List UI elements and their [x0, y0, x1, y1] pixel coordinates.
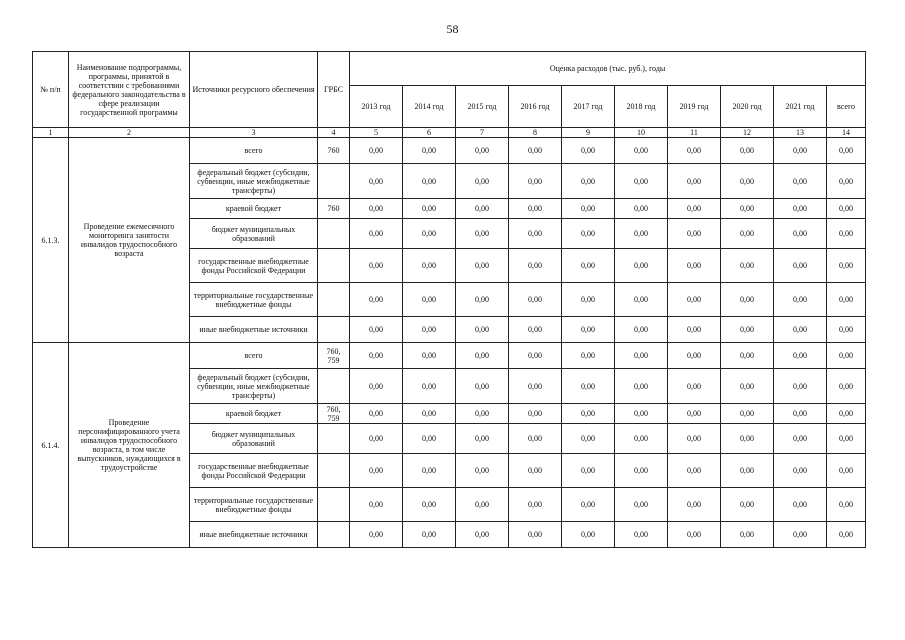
value-cell: 0,00 — [562, 317, 615, 343]
value-cell: 0,00 — [562, 199, 615, 219]
value-cell: 0,00 — [509, 199, 562, 219]
value-cell: 0,00 — [615, 369, 668, 404]
value-cell: 0,00 — [350, 369, 403, 404]
header-sources: Источники ресурсного обеспечения — [190, 52, 318, 128]
value-cell: 0,00 — [456, 283, 509, 317]
value-cell: 0,00 — [827, 164, 866, 199]
value-cell: 0,00 — [562, 522, 615, 548]
value-cell: 0,00 — [456, 164, 509, 199]
value-cell: 0,00 — [774, 404, 827, 424]
value-cell: 0,00 — [827, 454, 866, 488]
grbs-cell: 760, 759 — [318, 404, 350, 424]
value-cell: 0,00 — [456, 343, 509, 369]
value-cell: 0,00 — [509, 522, 562, 548]
column-number: 5 — [350, 128, 403, 138]
source-cell: краевой бюджет — [190, 404, 318, 424]
column-number: 1 — [33, 128, 69, 138]
value-cell: 0,00 — [350, 164, 403, 199]
column-number: 3 — [190, 128, 318, 138]
value-cell: 0,00 — [774, 283, 827, 317]
value-cell: 0,00 — [615, 317, 668, 343]
value-cell: 0,00 — [615, 454, 668, 488]
value-cell: 0,00 — [721, 454, 774, 488]
value-cell: 0,00 — [509, 138, 562, 164]
value-cell: 0,00 — [615, 199, 668, 219]
value-cell: 0,00 — [668, 522, 721, 548]
value-cell: 0,00 — [668, 249, 721, 283]
value-cell: 0,00 — [350, 283, 403, 317]
value-cell: 0,00 — [668, 454, 721, 488]
column-number: 4 — [318, 128, 350, 138]
value-cell: 0,00 — [403, 199, 456, 219]
value-cell: 0,00 — [774, 219, 827, 249]
value-cell: 0,00 — [509, 249, 562, 283]
value-cell: 0,00 — [615, 283, 668, 317]
value-cell: 0,00 — [668, 404, 721, 424]
value-cell: 0,00 — [350, 138, 403, 164]
value-cell: 0,00 — [456, 424, 509, 454]
section-name: Проведение персонифицированного учета инвалидов трудоспособного возраста, в том числе выпускников, нуждающихся в трудоустройстве — [69, 343, 190, 548]
header-grbs: ГРБС — [318, 52, 350, 128]
value-cell: 0,00 — [668, 343, 721, 369]
column-number: 6 — [403, 128, 456, 138]
value-cell: 0,00 — [827, 138, 866, 164]
column-number: 12 — [721, 128, 774, 138]
value-cell: 0,00 — [456, 404, 509, 424]
value-cell: 0,00 — [403, 138, 456, 164]
value-cell: 0,00 — [827, 219, 866, 249]
header-year: 2014 год — [403, 86, 456, 128]
column-number: 13 — [774, 128, 827, 138]
value-cell: 0,00 — [509, 369, 562, 404]
value-cell: 0,00 — [562, 424, 615, 454]
value-cell: 0,00 — [350, 454, 403, 488]
value-cell: 0,00 — [721, 369, 774, 404]
header-year: 2017 год — [562, 86, 615, 128]
grbs-cell: 760 — [318, 138, 350, 164]
source-cell: всего — [190, 343, 318, 369]
value-cell: 0,00 — [403, 343, 456, 369]
value-cell: 0,00 — [774, 138, 827, 164]
value-cell: 0,00 — [774, 369, 827, 404]
value-cell: 0,00 — [827, 317, 866, 343]
value-cell: 0,00 — [350, 522, 403, 548]
value-cell: 0,00 — [668, 488, 721, 522]
value-cell: 0,00 — [615, 343, 668, 369]
section-code: 6.1.4. — [33, 343, 69, 548]
grbs-cell — [318, 454, 350, 488]
value-cell: 0,00 — [456, 369, 509, 404]
value-cell: 0,00 — [668, 317, 721, 343]
value-cell: 0,00 — [827, 424, 866, 454]
value-cell: 0,00 — [721, 164, 774, 199]
value-cell: 0,00 — [562, 454, 615, 488]
grbs-cell: 760 — [318, 199, 350, 219]
grbs-cell: 760, 759 — [318, 343, 350, 369]
value-cell: 0,00 — [827, 283, 866, 317]
value-cell: 0,00 — [668, 424, 721, 454]
value-cell: 0,00 — [509, 219, 562, 249]
value-cell: 0,00 — [774, 343, 827, 369]
value-cell: 0,00 — [774, 317, 827, 343]
value-cell: 0,00 — [509, 283, 562, 317]
column-number: 8 — [509, 128, 562, 138]
source-cell: краевой бюджет — [190, 199, 318, 219]
value-cell: 0,00 — [509, 424, 562, 454]
value-cell: 0,00 — [774, 164, 827, 199]
value-cell: 0,00 — [509, 317, 562, 343]
value-cell: 0,00 — [403, 488, 456, 522]
value-cell: 0,00 — [562, 404, 615, 424]
value-cell: 0,00 — [562, 219, 615, 249]
value-cell: 0,00 — [721, 249, 774, 283]
source-cell: государственные внебюджетные фонды Российской Федерации — [190, 249, 318, 283]
column-number: 11 — [668, 128, 721, 138]
value-cell: 0,00 — [721, 404, 774, 424]
header-year: 2021 год — [774, 86, 827, 128]
value-cell: 0,00 — [615, 219, 668, 249]
value-cell: 0,00 — [615, 488, 668, 522]
value-cell: 0,00 — [774, 454, 827, 488]
value-cell: 0,00 — [403, 283, 456, 317]
table-row — [33, 343, 866, 369]
source-cell: всего — [190, 138, 318, 164]
value-cell: 0,00 — [509, 454, 562, 488]
value-cell: 0,00 — [615, 138, 668, 164]
value-cell: 0,00 — [509, 404, 562, 424]
source-cell: бюджет муниципальных образований — [190, 424, 318, 454]
section-code: 6.1.3. — [33, 138, 69, 343]
header-year: 2013 год — [350, 86, 403, 128]
budget-table — [32, 51, 866, 548]
source-cell: бюджет муниципальных образований — [190, 219, 318, 249]
value-cell: 0,00 — [668, 369, 721, 404]
value-cell: 0,00 — [774, 424, 827, 454]
value-cell: 0,00 — [774, 249, 827, 283]
value-cell: 0,00 — [615, 522, 668, 548]
column-number: 10 — [615, 128, 668, 138]
header-year: 2019 год — [668, 86, 721, 128]
value-cell: 0,00 — [456, 249, 509, 283]
value-cell: 0,00 — [350, 249, 403, 283]
section-name: Проведение ежемесячного мониторинга занятости инвалидов трудоспособного возраста — [69, 138, 190, 343]
value-cell: 0,00 — [827, 369, 866, 404]
value-cell: 0,00 — [456, 138, 509, 164]
value-cell: 0,00 — [721, 343, 774, 369]
value-cell: 0,00 — [456, 317, 509, 343]
value-cell: 0,00 — [456, 454, 509, 488]
value-cell: 0,00 — [403, 317, 456, 343]
value-cell: 0,00 — [721, 522, 774, 548]
value-cell: 0,00 — [403, 424, 456, 454]
value-cell: 0,00 — [509, 343, 562, 369]
grbs-cell — [318, 219, 350, 249]
value-cell: 0,00 — [774, 199, 827, 219]
value-cell: 0,00 — [350, 317, 403, 343]
value-cell: 0,00 — [456, 219, 509, 249]
grbs-cell — [318, 488, 350, 522]
grbs-cell — [318, 522, 350, 548]
header-year: 2015 год — [456, 86, 509, 128]
source-cell: территориальные государственные внебюджетные фонды — [190, 488, 318, 522]
value-cell: 0,00 — [350, 219, 403, 249]
value-cell: 0,00 — [403, 164, 456, 199]
value-cell: 0,00 — [403, 219, 456, 249]
value-cell: 0,00 — [562, 164, 615, 199]
source-cell: иные внебюджетные источники — [190, 317, 318, 343]
value-cell: 0,00 — [721, 317, 774, 343]
header-estimate: Оценка расходов (тыс. руб.), годы — [350, 52, 866, 86]
grbs-cell — [318, 249, 350, 283]
value-cell: 0,00 — [562, 138, 615, 164]
column-number: 9 — [562, 128, 615, 138]
value-cell: 0,00 — [827, 343, 866, 369]
table-row — [33, 138, 866, 164]
value-cell: 0,00 — [721, 283, 774, 317]
source-cell: федеральный бюджет (субсидии, субвенции, иные межбюджетные трансферты) — [190, 164, 318, 199]
header-name: Наименование подпрограммы, программы, принятой в соответствии с требованиями федерального законодательства в сфере реализации государственной программы — [69, 52, 190, 128]
column-number: 7 — [456, 128, 509, 138]
value-cell: 0,00 — [562, 488, 615, 522]
value-cell: 0,00 — [350, 199, 403, 219]
value-cell: 0,00 — [350, 488, 403, 522]
value-cell: 0,00 — [350, 424, 403, 454]
source-cell: федеральный бюджет (субсидии, субвенции, иные межбюджетные трансферты) — [190, 369, 318, 404]
value-cell: 0,00 — [668, 164, 721, 199]
value-cell: 0,00 — [774, 488, 827, 522]
value-cell: 0,00 — [615, 404, 668, 424]
value-cell: 0,00 — [350, 404, 403, 424]
value-cell: 0,00 — [774, 522, 827, 548]
header-year: 2016 год — [509, 86, 562, 128]
grbs-cell — [318, 424, 350, 454]
value-cell: 0,00 — [350, 343, 403, 369]
header-year: всего — [827, 86, 866, 128]
value-cell: 0,00 — [827, 488, 866, 522]
value-cell: 0,00 — [456, 488, 509, 522]
value-cell: 0,00 — [668, 219, 721, 249]
value-cell: 0,00 — [827, 249, 866, 283]
value-cell: 0,00 — [668, 199, 721, 219]
value-cell: 0,00 — [562, 283, 615, 317]
value-cell: 0,00 — [615, 164, 668, 199]
source-cell: иные внебюджетные источники — [190, 522, 318, 548]
source-cell: территориальные государственные внебюджетные фонды — [190, 283, 318, 317]
value-cell: 0,00 — [456, 199, 509, 219]
value-cell: 0,00 — [721, 138, 774, 164]
value-cell: 0,00 — [562, 343, 615, 369]
value-cell: 0,00 — [403, 404, 456, 424]
value-cell: 0,00 — [403, 454, 456, 488]
value-cell: 0,00 — [721, 488, 774, 522]
grbs-cell — [318, 283, 350, 317]
page-number: 58 — [446, 22, 459, 36]
value-cell: 0,00 — [827, 199, 866, 219]
column-number: 2 — [69, 128, 190, 138]
value-cell: 0,00 — [562, 369, 615, 404]
value-cell: 0,00 — [827, 522, 866, 548]
value-cell: 0,00 — [562, 249, 615, 283]
value-cell: 0,00 — [456, 522, 509, 548]
value-cell: 0,00 — [668, 138, 721, 164]
value-cell: 0,00 — [668, 283, 721, 317]
value-cell: 0,00 — [509, 164, 562, 199]
grbs-cell — [318, 317, 350, 343]
header-year: 2018 год — [615, 86, 668, 128]
value-cell: 0,00 — [721, 219, 774, 249]
value-cell: 0,00 — [721, 424, 774, 454]
source-cell: государственные внебюджетные фонды Российской Федерации — [190, 454, 318, 488]
header-num: № п/п — [33, 52, 69, 128]
value-cell: 0,00 — [403, 369, 456, 404]
value-cell: 0,00 — [615, 249, 668, 283]
value-cell: 0,00 — [509, 488, 562, 522]
grbs-cell — [318, 369, 350, 404]
grbs-cell — [318, 164, 350, 199]
value-cell: 0,00 — [403, 249, 456, 283]
value-cell: 0,00 — [403, 522, 456, 548]
header-year: 2020 год — [721, 86, 774, 128]
value-cell: 0,00 — [721, 199, 774, 219]
column-number: 14 — [827, 128, 866, 138]
value-cell: 0,00 — [827, 404, 866, 424]
value-cell: 0,00 — [615, 424, 668, 454]
